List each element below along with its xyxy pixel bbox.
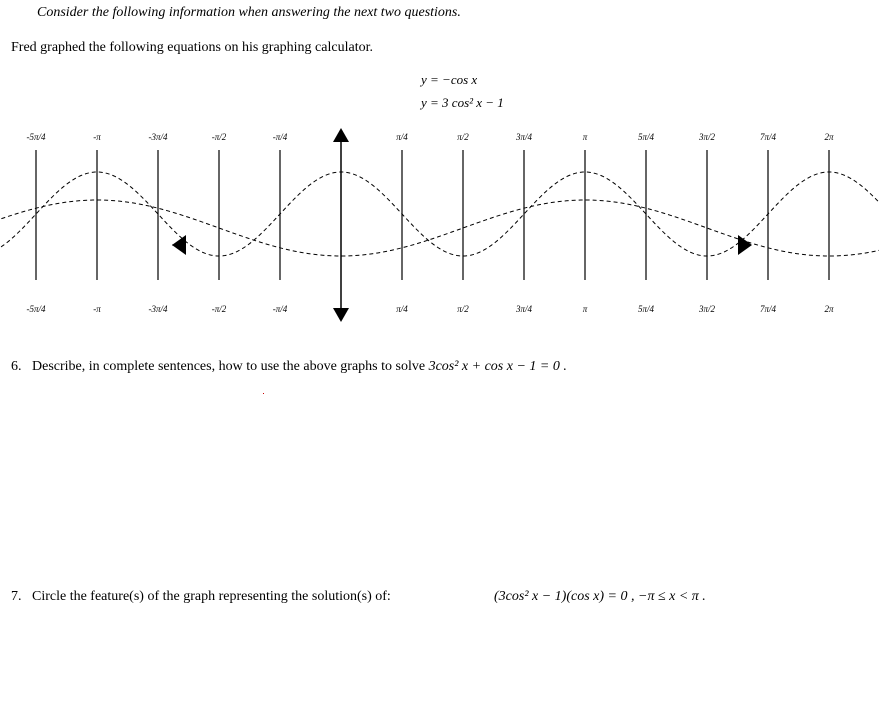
x-tick-label: π/4 <box>396 304 408 314</box>
question-7-text: Circle the feature(s) of the graph representing the solution(s) of: <box>32 589 391 604</box>
x-tick-label: 3π/4 <box>515 304 533 314</box>
question-7-equation: (3cos² x − 1)(cos x) = 0 , −π ≤ x < π . <box>494 589 706 604</box>
x-tick-label: -3π/4 <box>148 304 168 314</box>
trig-graph <box>0 120 879 330</box>
question-7-number: 7. <box>11 589 22 604</box>
stray-mark <box>263 393 264 394</box>
x-tick-label: 3π/4 <box>515 132 533 142</box>
x-tick-label: 3π/2 <box>698 132 716 142</box>
x-tick-label: 5π/4 <box>637 304 655 314</box>
down-arrow-icon <box>333 308 349 322</box>
question-7 <box>11 589 391 605</box>
equation-2: y = 3 cos² x − 1 <box>421 95 504 110</box>
intro-text: Consider the following information when answering the next two questions. <box>37 5 461 20</box>
x-tick-label: -π/2 <box>211 304 227 314</box>
question-6-number: 6. <box>11 359 22 374</box>
x-tick-label: 2π <box>824 132 834 142</box>
x-tick-label: -π <box>93 304 101 314</box>
x-tick-label: 5π/4 <box>637 132 655 142</box>
fred-sentence: Fred graphed the following equations on his graphing calculator. <box>11 40 373 55</box>
x-tick-label: -π/4 <box>272 304 288 314</box>
x-tick-label: 7π/4 <box>759 132 777 142</box>
x-tick-label: -5π/4 <box>26 132 46 142</box>
x-tick-label: -5π/4 <box>26 304 46 314</box>
right-arrow-icon <box>738 235 752 255</box>
question-6 <box>11 359 567 375</box>
x-tick-label: -π/4 <box>272 132 288 142</box>
x-tick-label: π/2 <box>457 132 469 142</box>
equation-1: y = −cos x <box>421 72 478 87</box>
x-tick-label: 2π <box>824 304 834 314</box>
x-tick-label: π/2 <box>457 304 469 314</box>
up-arrow-icon <box>333 128 349 142</box>
x-tick-label: -π/2 <box>211 132 227 142</box>
x-tick-label: π/4 <box>396 132 408 142</box>
x-tick-label: -3π/4 <box>148 132 168 142</box>
question-6-equation: 3cos² x + cos x − 1 = 0 . <box>428 359 567 374</box>
x-tick-label: -π <box>93 132 101 142</box>
question-6-text: Describe, in complete sentences, how to use the above graphs to solve <box>32 359 426 374</box>
x-tick-label: π <box>582 132 588 142</box>
x-tick-label: π <box>582 304 588 314</box>
x-tick-label: 3π/2 <box>698 304 716 314</box>
x-tick-label: 7π/4 <box>759 304 777 314</box>
